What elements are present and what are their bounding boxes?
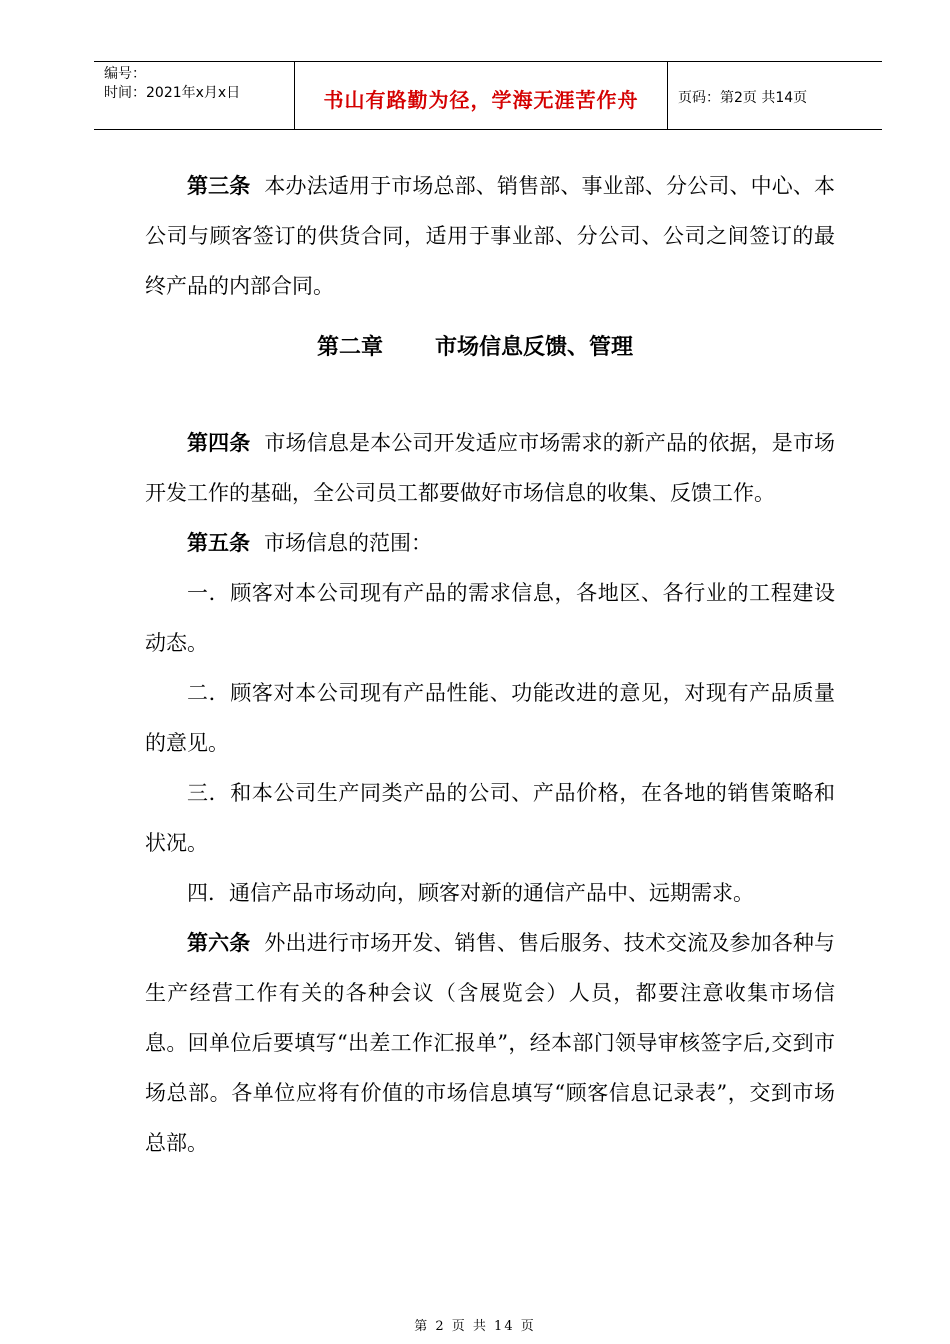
article3-text: 本办法适用于市场总部、销售部、事业部、分公司、中心、本公司与顾客签订的供货合同，适用于事业部、分公司、公司之间签订的最终产品的内部合同。 xyxy=(145,174,836,298)
article5-item: 四．通信产品市场动向，顾客对新的通信产品中、远期需求。 xyxy=(187,881,754,905)
article4-text: 市场信息是本公司开发适应市场需求的新产品的依据，是市场开发工作的基础，全公司员工都要做好市场信息的收集、反馈工作。 xyxy=(145,431,836,505)
article3-label: 第三条 xyxy=(187,174,251,198)
header-info-cell xyxy=(94,62,295,129)
article5-label: 第五条 xyxy=(187,531,250,555)
article4-label: 第四条 xyxy=(187,431,251,455)
chapter-title: 市场信息反馈、管理 xyxy=(435,335,634,360)
document-date: 时间：2021年x月x日 xyxy=(104,85,241,101)
header-motto-cell xyxy=(295,62,668,129)
article3-block xyxy=(145,161,835,311)
header-page-number: 页码：第2页 共14页 xyxy=(678,90,808,106)
header-page-cell xyxy=(668,62,882,129)
page-footer: 第 2 页 共 14 页 xyxy=(414,1319,536,1334)
article6-label: 第六条 xyxy=(187,931,251,955)
article3-paragraph xyxy=(145,161,835,311)
document-number: 编号： xyxy=(104,66,146,82)
article6-paragraph xyxy=(145,918,835,1168)
chapter-body xyxy=(145,418,835,1168)
chapter-heading xyxy=(0,330,950,361)
article5-text: 市场信息的范围： xyxy=(264,531,432,555)
chapter-number: 第二章 xyxy=(316,335,383,360)
article6-text: 外出进行市场开发、销售、售后服务、技术交流及参加各种与生产经营工作有关的各种会议（含展览会）人员，都要注意收集市场信息。回单位后要填写“出差工作汇报单”，经本部门领导审核签字后,交到市场总部。各单位应将有价值的市场信息填写“顾客信息记录表”，交到市场总部。 xyxy=(145,931,836,1155)
article4-paragraph xyxy=(145,418,835,518)
article5-item: 二．顾客对本公司现有产品性能、功能改进的意见，对现有产品质量的意见。 xyxy=(145,681,835,755)
article5-item: 三．和本公司生产同类产品的公司、产品价格，在各地的销售策略和状况。 xyxy=(145,781,835,855)
document-header xyxy=(94,61,882,130)
article5-item: 一．顾客对本公司现有产品的需求信息，各地区、各行业的工程建设动态。 xyxy=(145,581,835,655)
article5-paragraph xyxy=(145,518,835,568)
header-motto: 书山有路勤为径，学海无涯苦作舟 xyxy=(323,88,639,112)
